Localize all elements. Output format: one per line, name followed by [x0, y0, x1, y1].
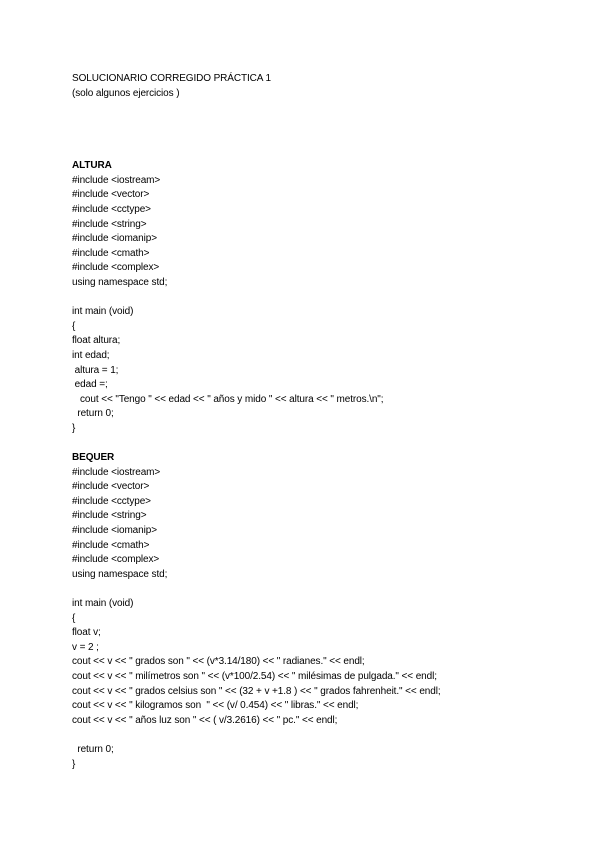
- code-line: #include <iomanip>: [72, 525, 157, 537]
- code-line: float altura;: [72, 335, 121, 347]
- code-line: cout << v << " grados celsius son " << (32 + v +1.8 ) << " grados fahrenheit." << endl;: [72, 685, 441, 697]
- code-line: cout << v << " años luz son " << ( v/3.2616) << " pc." << endl;: [72, 714, 338, 726]
- blank-line: [72, 582, 542, 597]
- code-line: int edad;: [72, 349, 110, 361]
- code-line: float v;: [72, 627, 101, 639]
- code-line: }: [72, 422, 76, 434]
- section-heading: BEQUER: [72, 452, 115, 464]
- code-line: #include <complex>: [72, 262, 160, 274]
- code-line: #include <iomanip>: [72, 233, 157, 245]
- code-line: int main (void): [72, 306, 134, 318]
- code-line: #include <string>: [72, 218, 147, 230]
- code-line: using namespace std;: [72, 568, 168, 580]
- code-line: altura = 1;: [72, 364, 119, 376]
- code-line: #include <cctype>: [72, 495, 151, 507]
- code-line: #include <vector>: [72, 189, 150, 201]
- code-line: cout << v << " grados son " << (v*3.14/180) << " radianes." << endl;: [72, 656, 365, 668]
- document-title: SOLUCIONARIO CORREGIDO PRÁCTICA 1: [72, 73, 271, 84]
- code-line: cout << v << " milímetros son " << (v*100/2.54) << " milésimas de pulgada." << endl;: [72, 670, 437, 682]
- code-line: int main (void): [72, 598, 134, 609]
- code-line: edad =;: [72, 379, 108, 391]
- spacer: [72, 101, 542, 159]
- code-line: {: [72, 320, 76, 332]
- code-line: return 0;: [72, 408, 114, 420]
- document-subtitle: (solo algunos ejercicios ): [72, 87, 180, 99]
- code-line: #include <string>: [72, 510, 147, 522]
- code-line: #include <cctype>: [72, 203, 151, 215]
- section-heading: ALTURA: [72, 160, 112, 172]
- code-line: }: [72, 758, 76, 770]
- blank-line: [72, 291, 542, 306]
- code-line: #include <iostream>: [72, 466, 161, 478]
- code-line: #include <complex>: [72, 554, 160, 566]
- code-line: #include <iostream>: [72, 174, 161, 186]
- code-line: {: [72, 612, 76, 624]
- code-line: #include <cmath>: [72, 247, 150, 259]
- blank-line: [72, 728, 542, 743]
- code-line: #include <vector>: [72, 481, 150, 493]
- document-page: [72, 72, 542, 772]
- blank-line: [72, 436, 542, 451]
- code-line: v = 2 ;: [72, 641, 99, 653]
- code-line: cout << v << " kilogramos son " << (v/ 0.454) << " libras." << endl;: [72, 700, 359, 712]
- code-line: cout << "Tengo " << edad << " años y mido " << altura << " metros.\n";: [72, 393, 384, 405]
- section-altura: [72, 159, 542, 436]
- code-line: #include <cmath>: [72, 539, 150, 551]
- code-line: return 0;: [72, 743, 114, 755]
- code-line: using namespace std;: [72, 276, 168, 288]
- section-bequer: [72, 451, 542, 772]
